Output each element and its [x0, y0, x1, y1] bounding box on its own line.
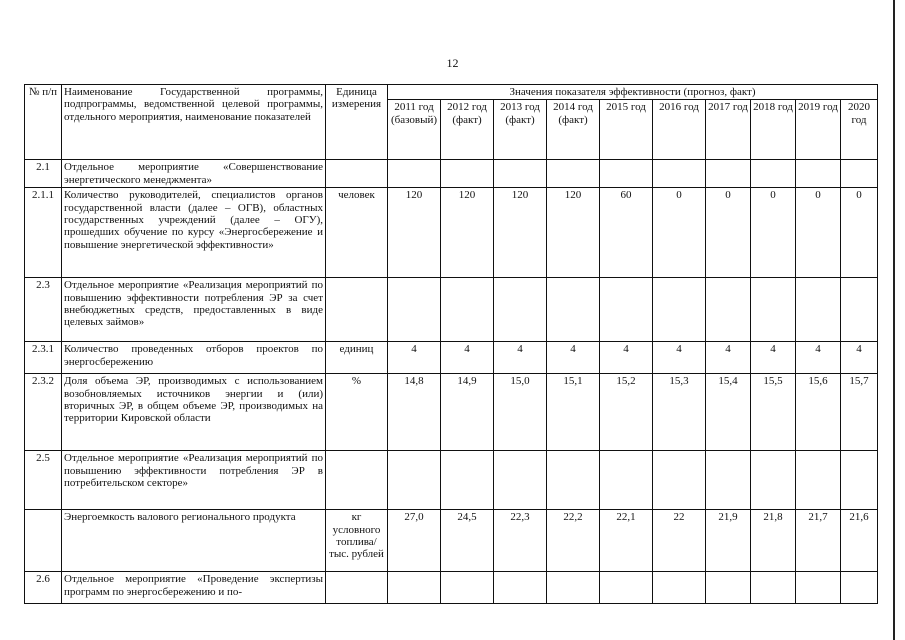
row-value: 15,2: [600, 374, 653, 451]
row-value: [796, 278, 841, 342]
table-row: [25, 188, 878, 278]
header-num: № п/п: [25, 85, 62, 160]
row-value: 15,7: [841, 374, 878, 451]
header-year: 2011 год (базовый): [388, 100, 441, 160]
row-value: [841, 160, 878, 188]
row-value: [441, 278, 494, 342]
row-name: Количество проведенных отборов проектов по энергосбережению: [62, 342, 326, 374]
row-value: [600, 451, 653, 510]
row-value: [706, 160, 751, 188]
row-value: 4: [841, 342, 878, 374]
row-value: 4: [494, 342, 547, 374]
header-year: 2015 год: [600, 100, 653, 160]
row-value: [796, 160, 841, 188]
row-value: [751, 451, 796, 510]
row-value: 120: [494, 188, 547, 278]
row-value: [547, 160, 600, 188]
row-unit: %: [326, 374, 388, 451]
row-value: 22,2: [547, 510, 600, 572]
row-value: [441, 572, 494, 604]
table-row: [25, 342, 878, 374]
row-num: [25, 510, 62, 572]
row-value: [494, 451, 547, 510]
row-value: 15,1: [547, 374, 600, 451]
table-row: [25, 160, 878, 188]
row-value: [653, 278, 706, 342]
row-value: 15,5: [751, 374, 796, 451]
row-value: [388, 278, 441, 342]
row-value: [751, 572, 796, 604]
row-value: 21,6: [841, 510, 878, 572]
row-value: 4: [751, 342, 796, 374]
row-value: 21,8: [751, 510, 796, 572]
row-name: Количество руководителей, специалистов органов государственной власти (далее – ОГВ), областных государственных учреждений (далее – ОГУ), прошедших обучение по курсу «Энергосбережение и повышение энергетической эффективности»: [62, 188, 326, 278]
row-value: [653, 572, 706, 604]
header-year: 2014 год (факт): [547, 100, 600, 160]
row-value: 22,1: [600, 510, 653, 572]
header-year: 2019 год: [796, 100, 841, 160]
header-year: 2013 год (факт): [494, 100, 547, 160]
row-value: 4: [441, 342, 494, 374]
row-value: 4: [796, 342, 841, 374]
row-value: [796, 451, 841, 510]
row-value: 0: [796, 188, 841, 278]
row-num: 2.1.1: [25, 188, 62, 278]
header-unit: Единица измерения: [326, 85, 388, 160]
row-value: [706, 451, 751, 510]
row-value: 21,7: [796, 510, 841, 572]
header-year: 2012 год (факт): [441, 100, 494, 160]
row-value: 4: [600, 342, 653, 374]
row-unit: [326, 160, 388, 188]
header-year: 2017 год: [706, 100, 751, 160]
row-value: [388, 160, 441, 188]
row-num: 2.6: [25, 572, 62, 604]
row-value: [494, 278, 547, 342]
row-value: [547, 451, 600, 510]
row-value: 22,3: [494, 510, 547, 572]
row-num: 2.1: [25, 160, 62, 188]
table-row: [25, 374, 878, 451]
page-margin-line: [893, 0, 895, 640]
row-value: 4: [653, 342, 706, 374]
row-value: 14,9: [441, 374, 494, 451]
row-unit: [326, 278, 388, 342]
row-value: [600, 572, 653, 604]
row-value: [600, 278, 653, 342]
row-num: 2.3: [25, 278, 62, 342]
row-value: [841, 278, 878, 342]
row-value: [841, 572, 878, 604]
row-unit: единиц: [326, 342, 388, 374]
row-unit: человек: [326, 188, 388, 278]
header-name: Наименование Государственной программы, подпрограммы, ведомственной целевой программы, отдельного мероприятия, наименование показателей: [62, 85, 326, 160]
row-value: 0: [841, 188, 878, 278]
row-value: 120: [441, 188, 494, 278]
row-name: Отдельное мероприятие «Проведение экспертизы программ по энергосбережению и по-: [62, 572, 326, 604]
row-value: 27,0: [388, 510, 441, 572]
row-value: 60: [600, 188, 653, 278]
row-value: [600, 160, 653, 188]
row-value: 14,8: [388, 374, 441, 451]
row-name: Доля объема ЭР, производимых с использованием возобновляемых источников энергии и (или) вторичных ЭР, в общем объеме ЭР, производимых на территории Кировской области: [62, 374, 326, 451]
row-unit: [326, 572, 388, 604]
row-value: [841, 451, 878, 510]
row-value: 24,5: [441, 510, 494, 572]
page-number: 12: [446, 56, 459, 70]
row-value: [388, 572, 441, 604]
row-value: [751, 278, 796, 342]
header-year: 2020 год: [841, 100, 878, 160]
row-value: 0: [706, 188, 751, 278]
row-value: [706, 278, 751, 342]
row-value: 0: [751, 188, 796, 278]
row-value: 120: [388, 188, 441, 278]
header-year: 2018 год: [751, 100, 796, 160]
row-value: 22: [653, 510, 706, 572]
row-value: 120: [547, 188, 600, 278]
row-value: [547, 278, 600, 342]
row-value: [441, 160, 494, 188]
row-value: [706, 572, 751, 604]
row-num: 2.3.1: [25, 342, 62, 374]
row-unit: [326, 451, 388, 510]
table-row: [25, 451, 878, 510]
row-num: 2.3.2: [25, 374, 62, 451]
row-value: [653, 451, 706, 510]
row-name: Отдельное мероприятие «Реализация мероприятий по повышению эффективности потребления ЭР в потребительском секторе»: [62, 451, 326, 510]
table-row: [25, 510, 878, 572]
row-value: [751, 160, 796, 188]
row-value: 4: [547, 342, 600, 374]
table-row: [25, 572, 878, 604]
row-value: [441, 451, 494, 510]
row-value: 4: [388, 342, 441, 374]
efficiency-indicators-table: [24, 84, 878, 604]
row-value: [547, 572, 600, 604]
row-value: 21,9: [706, 510, 751, 572]
row-num: 2.5: [25, 451, 62, 510]
row-value: 4: [706, 342, 751, 374]
row-value: 0: [653, 188, 706, 278]
row-name: Отдельное мероприятие «Совершенствование энергетического менеджмента»: [62, 160, 326, 188]
row-value: [388, 451, 441, 510]
row-value: 15,6: [796, 374, 841, 451]
row-value: [494, 160, 547, 188]
row-name: Энергоемкость валового регионального продукта: [62, 510, 326, 572]
table-row: [25, 278, 878, 342]
header-year: 2016 год: [653, 100, 706, 160]
row-value: 15,3: [653, 374, 706, 451]
row-value: 15,0: [494, 374, 547, 451]
row-value: [796, 572, 841, 604]
row-value: [653, 160, 706, 188]
row-unit: кг условного топлива/тыс. рублей: [326, 510, 388, 572]
row-name: Отдельное мероприятие «Реализация мероприятий по повышению эффективности потребления ЭР за счет внебюджетных средств, предоставленных в виде целевых займов»: [62, 278, 326, 342]
row-value: [494, 572, 547, 604]
header-values-title: Значения показателя эффективности (прогноз, факт): [388, 85, 878, 100]
row-value: 15,4: [706, 374, 751, 451]
